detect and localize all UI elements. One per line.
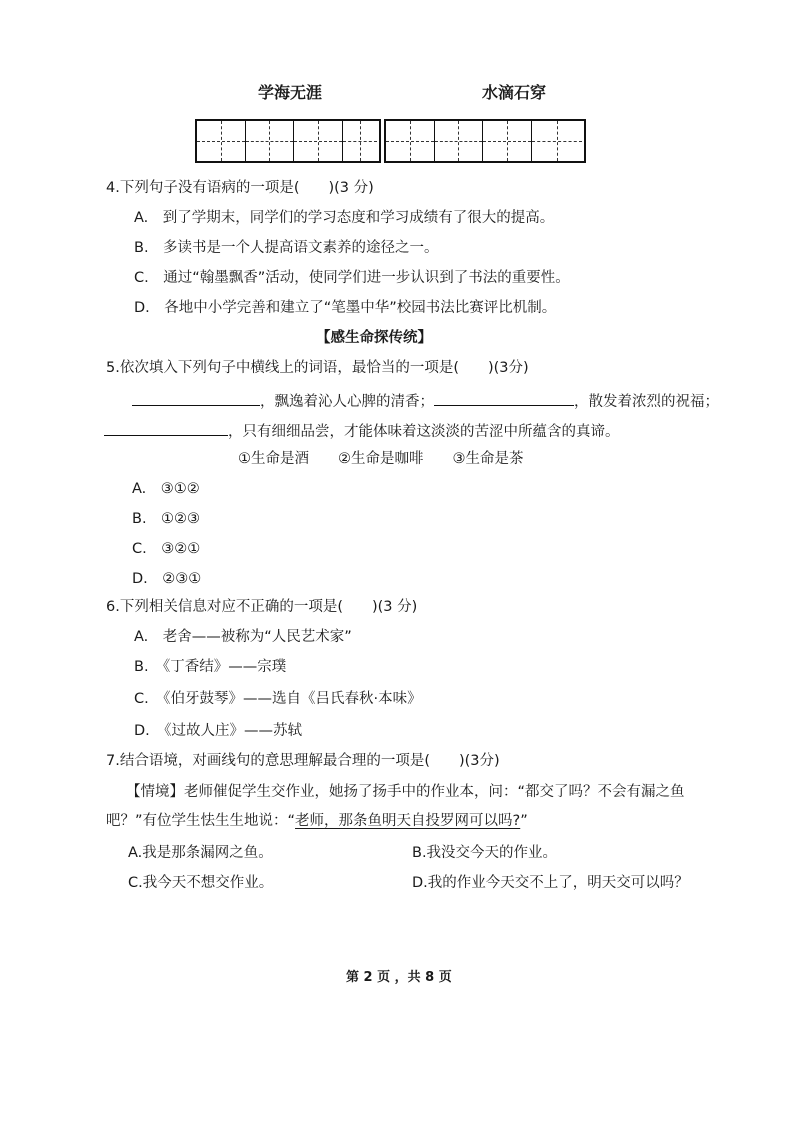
q4-option-d[interactable]: D. 各地中小学完善和建立了“笔墨中华”校园书法比赛评比机制。 [134, 300, 557, 316]
q7-option-b[interactable]: B.我没交今天的作业。 [412, 845, 558, 861]
q6-option-a[interactable]: A. 老舍——被称为“人民艺术家” [134, 629, 352, 645]
q5-option-b[interactable]: B. ①②③ [132, 511, 201, 527]
q5-stem: 5.依次填入下列句子中横线上的词语，最恰当的一项是( )(3分) [106, 360, 529, 376]
q4-option-c[interactable]: C. 通过“翰墨飘香”活动，使同学们进一步认识到了书法的重要性。 [134, 270, 570, 286]
fill-blank-1[interactable] [132, 389, 260, 406]
q7-context-line-1: 【情境】老师催促学生交作业，她扬了扬手中的作业本，问：“都交了吗？不会有漏之鱼 [126, 784, 685, 800]
idiom-right: 水滴石穿 [482, 83, 547, 102]
q7-option-d[interactable]: D.我的作业今天交不上了，明天交可以吗？ [412, 875, 689, 891]
writing-grid-left[interactable] [195, 119, 381, 163]
q7-context-line-2: 吧？”有位学生怯生生地说：“老师，那条鱼明天自投罗网可以吗?” [106, 813, 528, 829]
q5-option-c[interactable]: C. ③②① [132, 541, 201, 557]
grid-cell[interactable] [532, 121, 582, 161]
section-title: 【感生命探传统】 [316, 330, 432, 346]
grid-cell[interactable] [246, 121, 295, 161]
q4-option-a[interactable]: A. 到了学期末，同学们的学习态度和学习成绩有了很大的提高。 [134, 210, 555, 226]
grid-cell[interactable] [435, 121, 484, 161]
q5-option-d[interactable]: D. ②③① [132, 571, 202, 587]
fill-blank-3[interactable] [104, 419, 228, 436]
grid-cell[interactable] [343, 121, 377, 161]
writing-grid-right[interactable] [384, 119, 586, 163]
q6-option-d[interactable]: D. 《过故人庄》——苏轼 [134, 723, 303, 739]
q5-choices: ①生命是酒 ②生命是咖啡 ③生命是茶 [238, 451, 524, 467]
grid-cell[interactable] [386, 121, 435, 161]
q6-option-b[interactable]: B. 《丁香结》——宗璞 [134, 659, 287, 675]
q7-option-a[interactable]: A.我是那条漏网之鱼。 [128, 845, 273, 861]
q5-line-1: ，飘逸着沁人心脾的清香； ，散发着浓烈的祝福； [132, 389, 719, 412]
q5-line-2: ，只有细细品尝，才能体味着这淡淡的苦涩中所蕴含的真谛。 [104, 419, 620, 442]
grid-cell[interactable] [197, 121, 246, 161]
fill-blank-2[interactable] [434, 389, 574, 406]
q5-option-a[interactable]: A. ③①② [132, 481, 200, 497]
grid-cell[interactable] [294, 121, 343, 161]
grid-cell[interactable] [483, 121, 532, 161]
q4-option-b[interactable]: B. 多读书是一个人提高语文素养的途径之一。 [134, 240, 439, 256]
q6-option-c[interactable]: C. 《伯牙鼓琴》——选自《吕氏春秋·本味》 [134, 691, 422, 707]
q6-stem: 6.下列相关信息对应不正确的一项是( )(3 分) [106, 599, 418, 615]
q7-stem: 7.结合语境，对画线句的意思理解最合理的一项是( )(3分) [106, 753, 500, 769]
underlined-sentence: 老师，那条鱼明天自投罗网可以吗? [295, 813, 521, 829]
idiom-left: 学海无涯 [258, 83, 323, 102]
q7-option-c[interactable]: C.我今天不想交作业。 [128, 875, 274, 891]
page-footer: 第 2 页 ，共 8 页 [346, 970, 452, 985]
q4-stem: 4.下列句子没有语病的一项是( )(3 分) [106, 180, 374, 196]
